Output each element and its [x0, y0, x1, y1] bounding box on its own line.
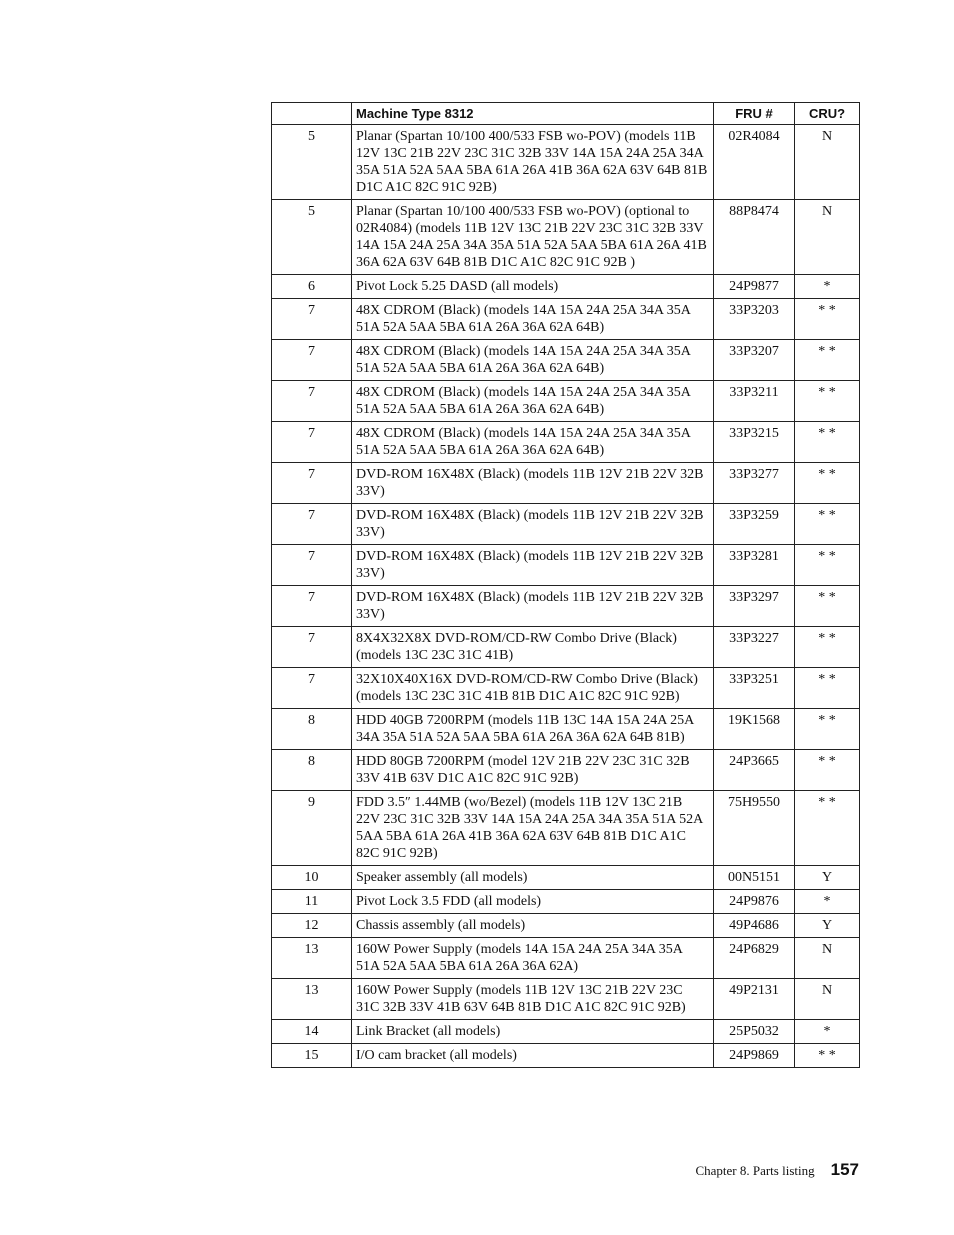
row-index: 13	[272, 979, 352, 1020]
row-index: 15	[272, 1044, 352, 1068]
row-fru-number: 33P3281	[714, 545, 795, 586]
table-row	[272, 709, 860, 750]
row-fru-number: 24P6829	[714, 938, 795, 979]
parts-table	[271, 102, 860, 1068]
row-fru-number: 33P3259	[714, 504, 795, 545]
table-row	[272, 866, 860, 890]
row-cru-flag: N	[795, 125, 860, 200]
row-description: DVD-ROM 16X48X (Black) (models 11B 12V 21B 22V 32B 33V)	[352, 463, 714, 504]
row-index: 10	[272, 866, 352, 890]
row-fru-number: 24P3665	[714, 750, 795, 791]
table-row	[272, 381, 860, 422]
row-fru-number: 88P8474	[714, 200, 795, 275]
row-cru-flag: * *	[795, 463, 860, 504]
row-cru-flag: * *	[795, 668, 860, 709]
row-cru-flag: * *	[795, 545, 860, 586]
row-index: 9	[272, 791, 352, 866]
row-cru-flag: * *	[795, 586, 860, 627]
row-index: 11	[272, 890, 352, 914]
table-row	[272, 275, 860, 299]
row-cru-flag: * *	[795, 504, 860, 545]
row-index: 6	[272, 275, 352, 299]
row-fru-number: 33P3215	[714, 422, 795, 463]
row-fru-number: 49P2131	[714, 979, 795, 1020]
row-index: 7	[272, 381, 352, 422]
row-index: 5	[272, 200, 352, 275]
table-row	[272, 627, 860, 668]
row-description: Chassis assembly (all models)	[352, 914, 714, 938]
table-row	[272, 750, 860, 791]
row-cru-flag: * *	[795, 299, 860, 340]
row-index: 7	[272, 463, 352, 504]
row-description: 48X CDROM (Black) (models 14A 15A 24A 25A 34A 35A 51A 52A 5AA 5BA 61A 26A 36A 62A 64B)	[352, 381, 714, 422]
row-cru-flag: N	[795, 938, 860, 979]
chapter-title: Chapter 8. Parts listing	[695, 1163, 815, 1178]
row-index: 8	[272, 709, 352, 750]
row-description: I/O cam bracket (all models)	[352, 1044, 714, 1068]
page-footer	[695, 1160, 859, 1180]
row-index: 7	[272, 340, 352, 381]
row-description: Planar (Spartan 10/100 400/533 FSB wo-POV) (models 11B 12V 13C 21B 22V 23C 31C 32B 33V 14A 15A 24A 25A 34A 35A 51A 52A 5AA 5BA 61A 26A 41B 36A 62A 63V 64B 81B D1C A1C 82C 91C 92B)	[352, 125, 714, 200]
row-description: HDD 40GB 7200RPM (models 11B 13C 14A 15A 24A 25A 34A 35A 51A 52A 5AA 5BA 61A 26A 36A 62A 64B 81B)	[352, 709, 714, 750]
table-row	[272, 340, 860, 381]
row-description: Link Bracket (all models)	[352, 1020, 714, 1044]
header-fru: FRU #	[714, 103, 795, 125]
row-fru-number: 49P4686	[714, 914, 795, 938]
table-row	[272, 586, 860, 627]
row-description: DVD-ROM 16X48X (Black) (models 11B 12V 21B 22V 32B 33V)	[352, 586, 714, 627]
row-description: 32X10X40X16X DVD-ROM/CD-RW Combo Drive (Black) (models 13C 23C 31C 41B 81B D1C A1C 82C 91C 92B)	[352, 668, 714, 709]
row-fru-number: 33P3277	[714, 463, 795, 504]
row-cru-flag: * *	[795, 627, 860, 668]
table-row	[272, 463, 860, 504]
row-cru-flag: Y	[795, 914, 860, 938]
row-fru-number: 33P3227	[714, 627, 795, 668]
row-description: 48X CDROM (Black) (models 14A 15A 24A 25A 34A 35A 51A 52A 5AA 5BA 61A 26A 36A 62A 64B)	[352, 299, 714, 340]
row-description: HDD 80GB 7200RPM (model 12V 21B 22V 23C 31C 32B 33V 41B 63V D1C A1C 82C 91C 92B)	[352, 750, 714, 791]
table-row	[272, 299, 860, 340]
row-index: 7	[272, 504, 352, 545]
table-row	[272, 914, 860, 938]
row-cru-flag: * *	[795, 340, 860, 381]
table-body	[272, 125, 860, 1068]
header-cru: CRU?	[795, 103, 860, 125]
table-header-row	[272, 103, 860, 125]
table-row	[272, 545, 860, 586]
page-number: 157	[830, 1160, 859, 1179]
row-cru-flag: *	[795, 275, 860, 299]
row-description: 48X CDROM (Black) (models 14A 15A 24A 25A 34A 35A 51A 52A 5AA 5BA 61A 26A 36A 62A 64B)	[352, 422, 714, 463]
table-row	[272, 979, 860, 1020]
row-index: 8	[272, 750, 352, 791]
row-description: DVD-ROM 16X48X (Black) (models 11B 12V 21B 22V 32B 33V)	[352, 504, 714, 545]
table-row	[272, 125, 860, 200]
row-cru-flag: Y	[795, 866, 860, 890]
table-row	[272, 938, 860, 979]
row-index: 7	[272, 586, 352, 627]
row-description: Planar (Spartan 10/100 400/533 FSB wo-POV) (optional to 02R4084) (models 11B 12V 13C 21B 22V 23C 31C 32B 33V 14A 15A 24A 25A 34A 35A 51A 52A 5AA 5BA 61A 26A 41B 36A 62A 63V 64B 81B D1C A1C 82C 91C 92B )	[352, 200, 714, 275]
table-row	[272, 422, 860, 463]
row-cru-flag: * *	[795, 422, 860, 463]
row-description: 8X4X32X8X DVD-ROM/CD-RW Combo Drive (Black) (models 13C 23C 31C 41B)	[352, 627, 714, 668]
row-fru-number: 33P3297	[714, 586, 795, 627]
row-description: DVD-ROM 16X48X (Black) (models 11B 12V 21B 22V 32B 33V)	[352, 545, 714, 586]
header-machine-type: Machine Type 8312	[352, 103, 714, 125]
row-fru-number: 33P3211	[714, 381, 795, 422]
row-index: 13	[272, 938, 352, 979]
row-description: Pivot Lock 3.5 FDD (all models)	[352, 890, 714, 914]
row-index: 14	[272, 1020, 352, 1044]
row-cru-flag: *	[795, 890, 860, 914]
row-fru-number: 33P3207	[714, 340, 795, 381]
row-index: 5	[272, 125, 352, 200]
row-cru-flag: * *	[795, 709, 860, 750]
row-fru-number: 25P5032	[714, 1020, 795, 1044]
row-cru-flag: N	[795, 979, 860, 1020]
table-row	[272, 1044, 860, 1068]
row-index: 7	[272, 299, 352, 340]
row-description: 160W Power Supply (models 14A 15A 24A 25A 34A 35A 51A 52A 5AA 5BA 61A 26A 36A 62A)	[352, 938, 714, 979]
row-fru-number: 24P9877	[714, 275, 795, 299]
row-cru-flag: * *	[795, 381, 860, 422]
row-fru-number: 24P9876	[714, 890, 795, 914]
row-description: FDD 3.5″ 1.44MB (wo/Bezel) (models 11B 12V 13C 21B 22V 23C 31C 32B 33V 14A 15A 24A 25A 34A 35A 51A 52A 5AA 5BA 61A 26A 41B 36A 62A 63V 64B 81B D1C A1C 82C 91C 92B)	[352, 791, 714, 866]
row-fru-number: 33P3251	[714, 668, 795, 709]
row-cru-flag: * *	[795, 791, 860, 866]
row-fru-number: 00N5151	[714, 866, 795, 890]
row-fru-number: 19K1568	[714, 709, 795, 750]
table-row	[272, 668, 860, 709]
row-fru-number: 02R4084	[714, 125, 795, 200]
table-row	[272, 890, 860, 914]
row-fru-number: 24P9869	[714, 1044, 795, 1068]
row-fru-number: 75H9550	[714, 791, 795, 866]
row-index: 7	[272, 627, 352, 668]
table-row	[272, 504, 860, 545]
row-description: Speaker assembly (all models)	[352, 866, 714, 890]
row-cru-flag: * *	[795, 750, 860, 791]
row-description: 160W Power Supply (models 11B 12V 13C 21B 22V 23C 31C 32B 33V 41B 63V 64B 81B D1C A1C 82C 91C 92B)	[352, 979, 714, 1020]
table-row	[272, 1020, 860, 1044]
row-index: 7	[272, 422, 352, 463]
row-cru-flag: *	[795, 1020, 860, 1044]
header-index	[272, 103, 352, 125]
row-cru-flag: N	[795, 200, 860, 275]
row-description: 48X CDROM (Black) (models 14A 15A 24A 25A 34A 35A 51A 52A 5AA 5BA 61A 26A 36A 62A 64B)	[352, 340, 714, 381]
table-row	[272, 200, 860, 275]
row-index: 7	[272, 545, 352, 586]
row-index: 12	[272, 914, 352, 938]
table-row	[272, 791, 860, 866]
row-description: Pivot Lock 5.25 DASD (all models)	[352, 275, 714, 299]
row-index: 7	[272, 668, 352, 709]
row-cru-flag: * *	[795, 1044, 860, 1068]
row-fru-number: 33P3203	[714, 299, 795, 340]
